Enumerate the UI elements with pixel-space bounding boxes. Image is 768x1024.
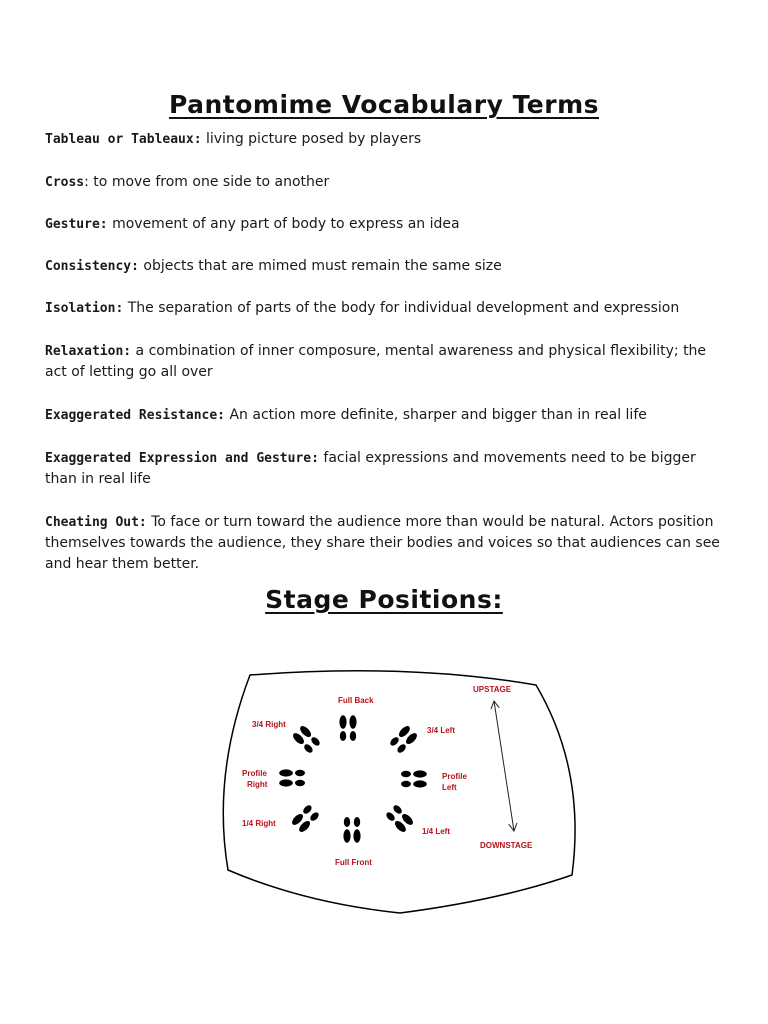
term-definition: To face or turn toward the audience more than would be natural. Actors position themselves towards the audience, they share their bodies and voices so that audiences can see and hear them better. [45, 514, 720, 572]
term-definition: : to move from one side to another [84, 174, 330, 190]
term-definition: An action more definite, sharper and bigger than in real life [225, 407, 647, 423]
term-definition: facial expressions and movements need to be bigger than in real life [45, 450, 696, 487]
label-downstage: DOWNSTAGE [480, 841, 533, 850]
label-three-quarter-left: 3/4 Left [427, 726, 456, 735]
label-profile-right-2: Right [247, 780, 268, 789]
term-definition: movement of any part of body to express an idea [107, 216, 460, 232]
label-quarter-left: 1/4 Left [422, 827, 451, 836]
term-definition: a combination of inner composure, mental awareness and physical flexibility; the act of letting go all over [45, 343, 707, 380]
term-definition: living picture posed by players [201, 131, 422, 147]
label-quarter-right: 1/4 Right [242, 819, 276, 828]
term-label: Cross [45, 175, 85, 190]
term-definition: The separation of parts of the body for individual development and expression [123, 300, 680, 316]
label-full-back: Full Back [338, 696, 374, 705]
term-label: Exaggerated Expression and Gesture: [45, 451, 319, 466]
label-full-front: Full Front [335, 858, 372, 867]
term-label: Consistency: [45, 259, 139, 274]
stage-positions-title: Stage Positions: [265, 585, 503, 614]
label-profile-right-1: Profile [242, 769, 267, 778]
stage-outline [223, 671, 575, 913]
term-definition: objects that are mimed must remain the same size [138, 258, 502, 274]
label-profile-left-2: Left [442, 783, 457, 792]
term-label: Relaxation: [45, 344, 132, 359]
term-label: Cheating Out: [45, 515, 147, 530]
term-label: Isolation: [45, 301, 124, 316]
page-title: Pantomime Vocabulary Terms [168, 90, 600, 119]
label-upstage: UPSTAGE [473, 685, 512, 694]
term-label: Gesture: [45, 217, 108, 232]
term-label: Tableau or Tableaux: [45, 132, 202, 147]
term-label: Exaggerated Resistance: [45, 408, 226, 423]
label-three-quarter-right: 3/4 Right [252, 720, 286, 729]
label-profile-left-1: Profile [442, 772, 467, 781]
